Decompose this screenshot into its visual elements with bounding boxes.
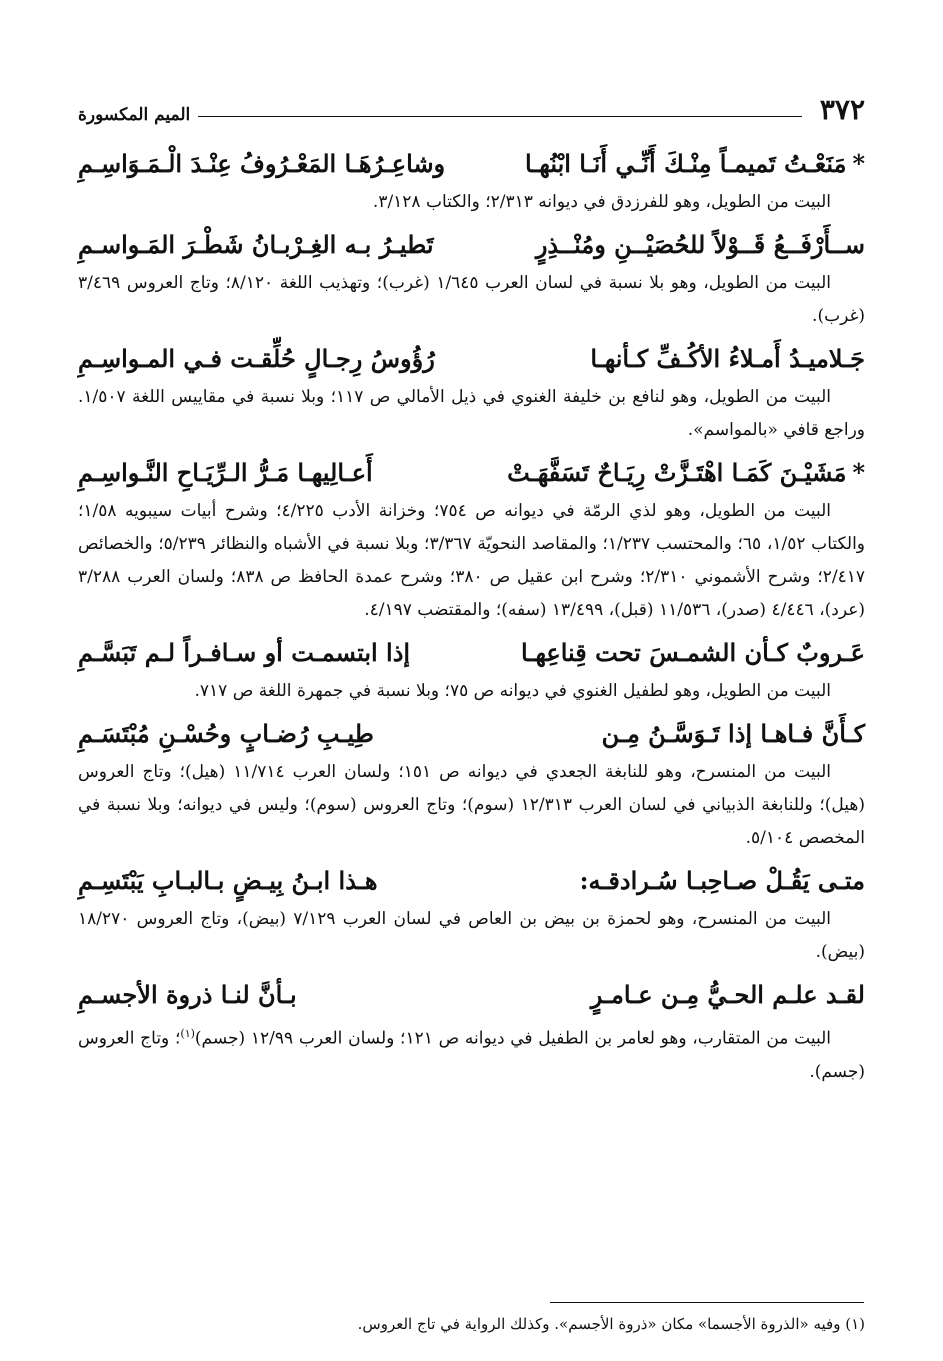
verse-commentary: البيت من المنسرح، وهو للنابغة الجعدي في ديوانه ص ١٥١؛ ولسان العرب ١١/٧١٤ (هيل)؛ وتاج العروس (هيل)؛ وللنابغة الذبياني في لسان العرب ١٢/٣١٣ (سوم)؛ وتاج العروس (سوم)؛ وليس في ديوانه؛ وبلا نسبة في المخصص ٥/١٠٤. xyxy=(78,762,866,848)
hemistich-second: أَعـالِيهـا مَـرُّ الـرِّيَـاحِ النَّـواسِـمِ xyxy=(78,458,373,487)
verse-entry xyxy=(78,973,865,1089)
verse-commentary: البيت من الطويل، وهو بلا نسبة في لسان العرب ١/٦٤٥ (غرب)؛ وتهذيب اللغة ٨/١٢٠؛ وتاج العروس ٣/٤٦٩ (غرب). xyxy=(78,273,865,326)
hemistich-second: إذا ابتسمـت أو سـافـراً لـم تَبَسَّـمِ xyxy=(78,638,411,667)
hemistich-first: جَـلاميـدُ أَمـلاءُ الأكُـفِّ كـأنهـا xyxy=(590,344,865,373)
verse-line xyxy=(78,973,865,1017)
hemistich-first: ســأَرْفَــعُ قَــوْلاً للحُصَيْــنِ ومُنْــذِرٍ xyxy=(535,230,865,259)
page-header xyxy=(78,92,865,124)
verse-entry xyxy=(78,712,865,855)
star-marker: * xyxy=(852,458,865,487)
commentary-text: البيت من المتقارب، وهو لعامر بن الطفيل في ديوانه ص ١٢١؛ ولسان العرب ١٢/٩٩ (جسم) xyxy=(194,1028,831,1049)
verse-entries xyxy=(78,142,865,1089)
hemistich-second: تَطيـرُ بـه الغِـرْبـانُ شَطْـرَ المَـواسـمِ xyxy=(78,230,434,259)
header-rule xyxy=(198,116,802,117)
verse-line xyxy=(78,631,865,675)
hemistich-second: هـذا ابـنُ بِيـضٍ بـالبـابِ يَبْتَسِـمِ xyxy=(78,866,378,895)
verse-entry xyxy=(78,859,865,969)
hemistich-first: متـى يَقُـلْ صـاحِبـا سُـرادقـه: xyxy=(579,866,865,895)
hemistich-second: وشاعِـرُهَـا المَعْـرُوفُ عِنْـدَ الْـمَـوَاسِـمِ xyxy=(78,149,446,178)
verse-entry xyxy=(78,142,865,219)
hemistich-first: عَـروبٌ كـأن الشمـسَ تحت قِناعِهـا xyxy=(521,638,865,667)
hemistich-second: رُؤُوسُ رِجـالٍ حُلِّقـت فـي المـواسِـمِ xyxy=(78,344,435,373)
verse-line xyxy=(78,451,865,495)
footnote: (١) وفيه «الذروة الأجسما» مكان «ذروة الأجسم». وكذلك الرواية في تاج العروس. xyxy=(357,1315,865,1333)
hemistich-second: طِيـبِ رُضـابٍ وحُسْـنِ مُبْتَسَـمِ xyxy=(78,719,374,748)
footnote-reference[interactable]: (١) xyxy=(180,1027,195,1040)
verse-commentary xyxy=(78,1017,865,1089)
running-title: الميم المكسورة xyxy=(78,105,191,125)
verse-line xyxy=(78,337,865,381)
verse-commentary: البيت من الطويل، وهو للفرزدق في ديوانه ٢/٣١٣؛ والكتاب ٣/١٢٨. xyxy=(372,192,831,212)
footnote-rule xyxy=(550,1302,864,1303)
verse-commentary: البيت من الطويل، وهو لطفيل الغنوي في ديوانه ص ٧٥؛ وبلا نسبة في جمهرة اللغة ص ٧١٧. xyxy=(194,681,831,701)
verse-commentary: البيت من الطويل، وهو لنافع بن خليفة الغنوي في ذيل الأمالي ص ١١٧؛ وبلا نسبة في مقاييس اللغة ١/٥٠٧. وراجع قافي «بالمواسم». xyxy=(78,387,865,440)
hemistich-first: لقـد علـم الحـيُّ مِـن عـامـرٍ xyxy=(590,980,865,1009)
star-marker: * xyxy=(852,149,865,178)
page-number: ٣٧٢ xyxy=(819,93,865,126)
verse-entry xyxy=(78,223,865,333)
verse-line xyxy=(78,142,865,186)
hemistich-first: كـأَنَّ فـاهـا إذا تَـوَسَّـنُ مِـن xyxy=(601,719,865,748)
verse-line xyxy=(78,712,865,756)
commentary-text: ؛ وتاج العروس (جسم). xyxy=(78,1028,865,1082)
verse-line xyxy=(78,859,865,903)
verse-commentary: البيت من المنسرح، وهو لحمزة بن بيض بن العاص في لسان العرب ٧/١٢٩ (بيض)، وتاج العروس ١٨/٢٧٠ (بيض). xyxy=(78,909,865,962)
hemistich-first: مَنَعْـتُ تَميمـاً مِنْـكَ أَنِّـي أَنَـا ابْنُهـا xyxy=(524,149,847,178)
verse-entry xyxy=(78,451,865,627)
verse-line xyxy=(78,223,865,267)
verse-entry xyxy=(78,631,865,708)
hemistich-first: مَشَيْـنَ كَمَـا اهْتَـزَّتْ رِيَـاحٌ تَسَفَّهَـتْ xyxy=(507,458,847,487)
hemistich-second: بـأنَّ لنـا ذروة الأجسـمِ xyxy=(78,980,297,1009)
verse-commentary: البيت من الطويل، وهو لذي الرمّة في ديوانه ص ٧٥٤؛ وخزانة الأدب ٤/٢٢٥؛ وشرح أبيات سيبويه ١/٥٨؛ والكتاب ١/٥٢، ٦٥؛ والمحتسب ١/٢٣٧؛ والمقاصد النحويّة ٣/٣٦٧؛ وبلا نسبة في الأشباه والنظائر ٥/٢٣٩؛ والخصائص ٢/٤١٧؛ وشرح الأشموني ٢/٣١٠؛ وشرح ابن عقيل ص ٣٨٠؛ وشرح عمدة الحافظ ص ٨٣٨؛ ولسان العرب ٣/٢٨٨ (عرد)، ٤/٤٤٦ (صدر)، ١١/٥٣٦ (قبل)، ١٣/٤٩٩ (سفه)؛ والمقتضب ٤/١٩٧. xyxy=(78,501,865,620)
verse-entry xyxy=(78,337,865,447)
